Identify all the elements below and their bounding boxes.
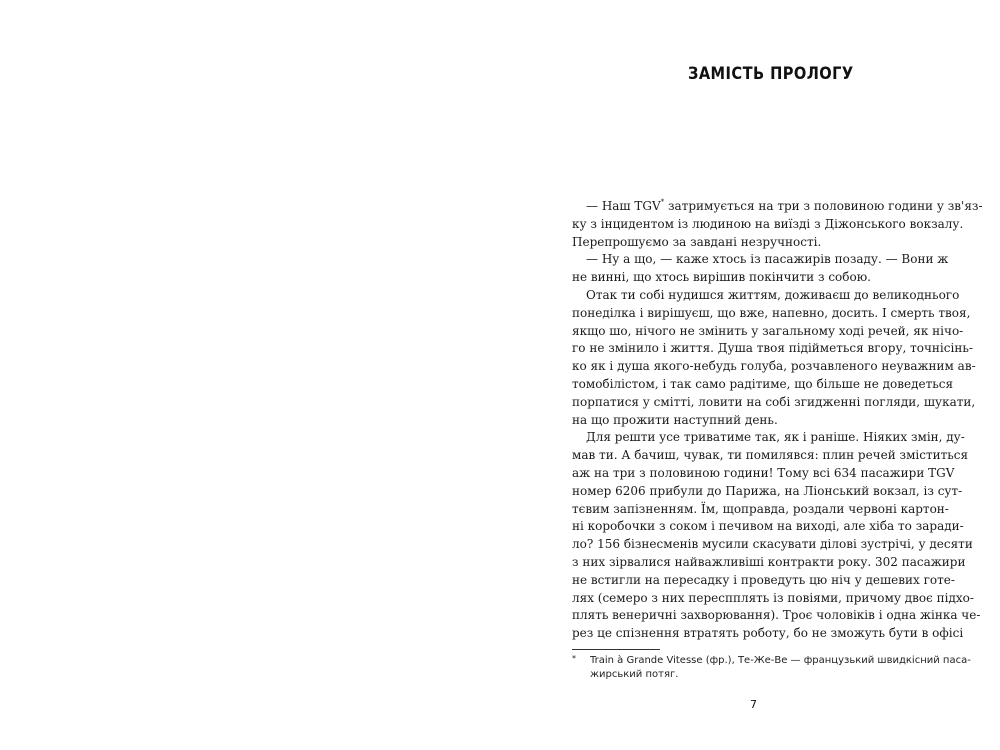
text-line-part: — Наш TGV [586, 199, 661, 213]
page-number: 7 [750, 698, 757, 711]
footnote-reference[interactable]: * [660, 198, 665, 206]
footnote [572, 654, 971, 682]
text-line: з них зірвалися найважливіші контракти року. 302 пасажири [572, 554, 966, 569]
text-line: ку з інцидентом із людиною на виїзді з Діжонського вокзалу. [572, 216, 964, 231]
text-line: Перепрошуємо за завдані незручності. [572, 234, 822, 249]
text-line: мав ти. А бачиш, чувак, ти помилявся: плин речей зміститься [572, 448, 969, 463]
text-line: порпатися у смітті, ловити на собі згидженні погляди, шукати, [572, 394, 976, 409]
text-line: лях (семеро з них переспплять із повіями, причому двоє підхо- [572, 590, 974, 605]
text-line: томобілістом, і так само радітиме, що більше не доведеться [572, 376, 954, 391]
text-line: ко як і душа якого-небудь голуба, розчавленого неуважним ав- [572, 359, 976, 374]
text-line: якщо шо, нічого не змінить у загальному ході речей, як нічо- [572, 323, 964, 338]
right-page [500, 0, 1000, 750]
body-text [572, 198, 983, 643]
text-line: понеділка і вирішуєш, що вже, напевно, досить. І смерть твоя, [572, 305, 971, 320]
text-line-part: затримується на три з половиною години у зв'яз- [664, 199, 983, 213]
text-line: ні коробочки з соком і печивом на виході, але хіба то заради- [572, 519, 964, 534]
text-line: плять венеричні захворювання). Троє чоловіків і одна жінка че- [572, 608, 981, 623]
text-line: Для решти усе триватиме так, як і раніше. Ніяких змін, ду- [586, 430, 965, 445]
text-line: аж на три з половиною години! Тому всі 634 пасажири TGV [572, 465, 955, 480]
text-line: не встигли на пересадку і проведуть цю ніч у дешевих готе- [572, 572, 955, 587]
text-line: на що прожити наступний день. [572, 412, 778, 427]
text-line: номер 6206 прибули до Парижа, на Ліонський вокзал, із сут- [572, 483, 963, 498]
text-line: рез це спізнення втратять роботу, бо не зможуть бути в офісі [572, 626, 964, 641]
footnote-line: Train à Grande Vitesse (фр.), Те-Же-Ве — французький швидкісний паса- [590, 655, 971, 666]
text-line: ло? 156 бізнесменів мусили скасувати ділові зустрічі, у десяти [572, 537, 973, 552]
text-line: — Ну а що, — каже хтось із пасажирів позаду. — Вони ж [586, 252, 949, 267]
footnote-divider [572, 649, 660, 650]
text-line [572, 198, 983, 216]
text-line: тєвим запізненням. Їм, щоправда, роздали червоні картон- [572, 501, 949, 516]
footnote-text [590, 654, 971, 682]
footnote-marker: * [572, 654, 576, 663]
text-line: Отак ти собі нудишся життям, доживаєш до великоднього [586, 287, 960, 302]
text-line: не винні, що хтось вирішив покінчити з собою. [572, 270, 871, 285]
chapter-title: ЗАМІСТЬ ПРОЛОГУ [688, 64, 854, 84]
text-line: го не змінило і життя. Душа твоя підійметься вгору, точнісінь- [572, 341, 973, 356]
footnote-line: жирський потяг. [590, 669, 679, 680]
